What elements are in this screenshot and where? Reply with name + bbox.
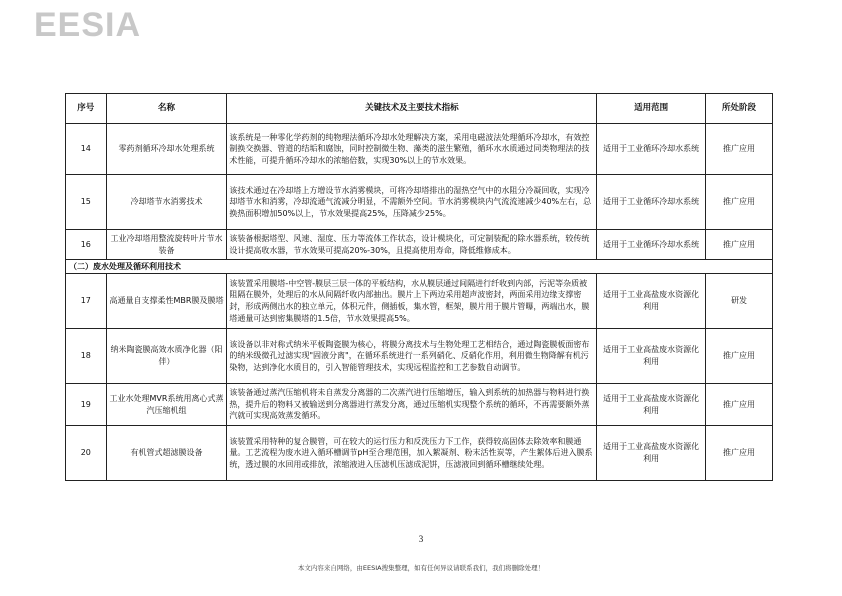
technology-table xyxy=(65,93,773,481)
row-name: 工业水处理MVR系统用离心式蒸汽压缩机组 xyxy=(106,384,227,426)
row-no: 15 xyxy=(66,175,107,230)
row-scope: 适用于工业高盐废水资源化利用 xyxy=(597,384,706,426)
section-row xyxy=(66,260,773,274)
row-name: 高通量自支撑柔性MBR膜及膜塔 xyxy=(106,274,227,329)
row-scope: 适用于工业循环冷却水系统 xyxy=(597,230,706,260)
header-tech: 关键技术及主要技术指标 xyxy=(227,94,597,124)
row-tech: 该装置采用膜塔-中空管-膜层三层一体的平板结构，水从膜层通过间隔进行纤收到内部，污泥等杂质被阻隔在膜外，处理后的水从间隔纤收内部抽出。膜片上下两边采用超声波密封，两面采用边缘支撑密封，形成两侧出水的独立单元，体积元件，侧插板，集水管，框架，膜片用于膜片管曝，两端出水，膜塔通量可达到密集膜塔的1.5倍，节水效果提高5%。 xyxy=(227,274,597,329)
row-no: 14 xyxy=(66,124,107,175)
row-name: 工业冷却塔用整流旋转叶片节水装备 xyxy=(106,230,227,260)
row-no: 20 xyxy=(66,426,107,481)
table-row xyxy=(66,175,773,230)
table-row xyxy=(66,384,773,426)
row-no: 19 xyxy=(66,384,107,426)
row-no: 18 xyxy=(66,329,107,384)
row-tech: 该技术通过在冷却塔上方增设节水消雾模块，可将冷却塔排出的湿热空气中的水阻分冷凝回收，实现冷却塔节水和消雾，冷却流通气流减分明显，不需额外空间。节水消雾模块内气流流速减少40%左右，总换热面积增加50%以上，节水效果提高25%，压降减少25%。 xyxy=(227,175,597,230)
table-row xyxy=(66,274,773,329)
header-scope: 适用范围 xyxy=(597,94,706,124)
row-scope: 适用于工业高盐废水资源化利用 xyxy=(597,274,706,329)
row-stage: 推广应用 xyxy=(705,329,772,384)
row-name: 有机管式超滤膜设备 xyxy=(106,426,227,481)
row-stage: 研发 xyxy=(705,274,772,329)
row-no: 17 xyxy=(66,274,107,329)
row-scope: 适用于工业高盐废水资源化利用 xyxy=(597,426,706,481)
row-tech: 该装备通过蒸汽压缩机将未自蒸发分离器的二次蒸汽进行压缩增压，输入到系统的加热器与物料进行换热，提升后的物料又被输送到分离器进行蒸发分离，通过压缩机实现整个系统的循环，不再需要额外蒸汽就可实现高效蒸发循环。 xyxy=(227,384,597,426)
row-stage: 推广应用 xyxy=(705,124,772,175)
row-name: 零药剂循环冷却水处理系统 xyxy=(106,124,227,175)
row-stage: 推广应用 xyxy=(705,426,772,481)
row-no: 16 xyxy=(66,230,107,260)
row-scope: 适用于工业高盐废水资源化利用 xyxy=(597,329,706,384)
header-stage: 所处阶段 xyxy=(705,94,772,124)
row-tech: 该系统是一种零化学药剂的纯物理法循环冷却水处理解决方案，采用电磁波法处理循环冷却水，有效控制换交换器、管道的结垢和腐蚀，同时控制微生物、藻类的滋生繁殖，循环水水质通过同类物理法的技术性能，可提升循环冷却水的浓缩倍数，实现30%以上的节水效果。 xyxy=(227,124,597,175)
row-scope: 适用于工业循环冷却水系统 xyxy=(597,124,706,175)
row-stage: 推广应用 xyxy=(705,175,772,230)
row-stage: 推广应用 xyxy=(705,230,772,260)
row-tech: 该设备以非对称式纳米平板陶瓷膜为核心，将膜分离技术与生物处理工艺相结合，通过陶瓷膜板面密布的纳米级微孔过滤实现"固液分离"，在循环系统进行一系列硝化、反硝化作用，利用微生物降解有机污染物，达到净化水质目的，引入智能管理技术，实现远程监控和工艺参数自动调节。 xyxy=(227,329,597,384)
row-tech: 该装备根据塔型、风速、湿度、压力等流体工作状态，设计模块化，可定制装配的除水器系统，较传统设计提高收水器，节水效果可提高20%-30%，且提高使用寿命，降低维修成本。 xyxy=(227,230,597,260)
page-number: 3 xyxy=(418,534,424,544)
table-header-row xyxy=(66,94,773,124)
row-name: 冷却塔节水消雾技术 xyxy=(106,175,227,230)
eesia-watermark-logo: EESIA xyxy=(34,6,142,44)
table-row xyxy=(66,124,773,175)
row-tech: 该装置采用特种的复合膜管，可在较大的运行压力和反洗压力下工作，获得较高固体去除效率和膜通量。工艺流程为废水进入循环槽调节pH至合理范围，加入絮凝剂、粉末活性炭等，产生絮体后进入膜系统，透过膜的水回用或排放，浓缩液进入压滤机压滤成泥饼，压滤液回到循环槽继续处理。 xyxy=(227,426,597,481)
header-no: 序号 xyxy=(66,94,107,124)
table-row xyxy=(66,426,773,481)
table-row xyxy=(66,230,773,260)
row-name: 纳米陶瓷膜高效水质净化器（阳伴） xyxy=(106,329,227,384)
section-title: （二）废水处理及循环利用技术 xyxy=(66,260,773,274)
table-row xyxy=(66,329,773,384)
footer-disclaimer: 本文内容来自网络，由EESIA搜集整理，如有任何异议请联系我们，我们将删除处理！ xyxy=(297,564,545,572)
row-stage: 推广应用 xyxy=(705,384,772,426)
header-name: 名称 xyxy=(106,94,227,124)
row-scope: 适用于工业循环冷却水系统 xyxy=(597,175,706,230)
